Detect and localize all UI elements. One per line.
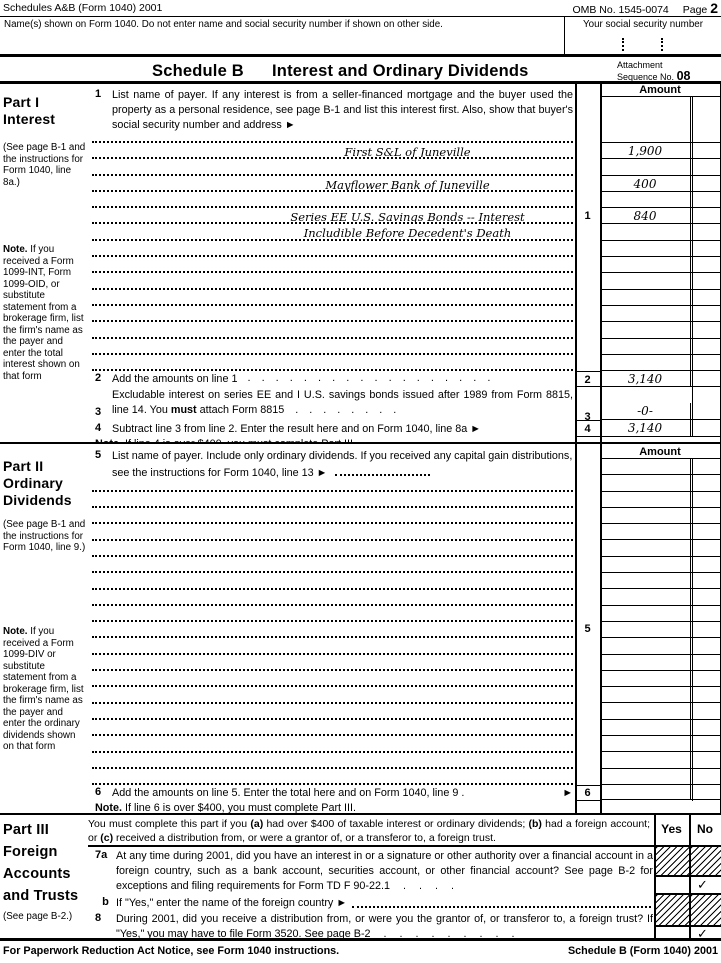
- part2-note: Note. If you received a Form 1099-DIV or substitute statement from a brokerage firm, list the firm's name as the payer and enter the ordinary dividends shown on that form: [3, 626, 84, 752]
- amount-cell[interactable]: [600, 224, 691, 239]
- line1-number: 1: [95, 88, 102, 100]
- payer-line[interactable]: [92, 573, 573, 589]
- line2-row: [95, 372, 573, 387]
- amount-row[interactable]: [600, 703, 720, 719]
- part2-sidebar: [3, 458, 87, 554]
- q8-no-cell[interactable]: [691, 925, 721, 941]
- cents-cell[interactable]: [691, 273, 720, 288]
- name-field[interactable]: [0, 17, 565, 54]
- payer-line[interactable]: [92, 257, 573, 273]
- line2-label: Add the amounts on line 1: [112, 373, 238, 385]
- payer-line[interactable]: [92, 508, 573, 524]
- cents-cell[interactable]: [691, 355, 720, 370]
- amount-row[interactable]: [600, 322, 720, 338]
- part1-amount-header: Amount: [600, 84, 720, 97]
- amount-row[interactable]: [600, 459, 720, 475]
- q7a-no-cell[interactable]: [691, 875, 721, 893]
- name-ssn-band: [0, 17, 721, 57]
- payer-line[interactable]: First S&L of Juneville: [92, 143, 573, 159]
- line6-label: Add the amounts on line 5. Enter the total here and on Form 1040, line 9 .: [112, 787, 465, 799]
- paperwork-notice: For Paperwork Reduction Act Notice, see Form 1040 instructions.: [3, 945, 340, 957]
- part3-see-note: (See page B-2.): [3, 911, 73, 922]
- payer-line[interactable]: [92, 704, 573, 720]
- payer-line[interactable]: [92, 159, 573, 175]
- line6-ref-number: 6: [575, 785, 600, 801]
- divider: [88, 845, 721, 847]
- part2-payer-lines: [92, 476, 573, 786]
- line3-ref-number: 3: [575, 389, 600, 421]
- line3-number: 3: [95, 406, 102, 418]
- amount-row[interactable]: [600, 671, 720, 687]
- cents-cell[interactable]: [691, 785, 720, 800]
- amount-row[interactable]: [600, 687, 720, 703]
- part2-bottom-note: Note. If line 6 is over $400, you must complete Part III.: [95, 802, 357, 814]
- hatched-cell: [691, 895, 721, 926]
- amount-row[interactable]: [600, 508, 720, 524]
- part3-intro: You must complete this part if you (a) had over $400 of taxable interest or ordinary dividends; (b) had a foreign account; or (c) received a distribution from, or were a grantor of, or a transferor to, a foreign trust.: [88, 818, 651, 844]
- payer-line[interactable]: [92, 290, 573, 306]
- line3-row: [95, 388, 573, 418]
- amount-row[interactable]: [600, 540, 720, 556]
- amount-cell[interactable]: [600, 241, 691, 256]
- q7b-row: [95, 896, 653, 911]
- line6-amount-row[interactable]: [600, 785, 720, 801]
- part2-label: Part II: [3, 458, 44, 474]
- part2-amount-header: Amount: [600, 446, 720, 459]
- line4-amount[interactable]: 3,140: [600, 420, 691, 435]
- form-id: Schedules A&B (Form 1040) 2001: [3, 2, 163, 14]
- amount-row[interactable]: [600, 241, 720, 257]
- line4-number: 4: [95, 422, 102, 434]
- form-footer-id: Schedule B (Form 1040) 2001: [567, 945, 718, 957]
- line6-number: 6: [95, 786, 102, 798]
- amount-row[interactable]: [600, 557, 720, 573]
- amount-row[interactable]: [600, 655, 720, 671]
- payer-line[interactable]: [92, 476, 573, 492]
- amount-row[interactable]: [600, 176, 720, 192]
- payer-line[interactable]: [92, 322, 573, 338]
- amount-row[interactable]: [600, 752, 720, 768]
- line5-ref-number: 5: [584, 623, 591, 635]
- amount-row[interactable]: [600, 339, 720, 355]
- payer-line[interactable]: [92, 687, 573, 703]
- line4-ref-number: 4: [575, 422, 600, 437]
- amount-row[interactable]: [600, 622, 720, 638]
- payer-line[interactable]: [92, 355, 573, 371]
- q8-yes-cell[interactable]: [656, 925, 689, 941]
- arrow-icon: ►: [562, 787, 573, 799]
- cents-cell[interactable]: [691, 208, 720, 223]
- cents-cell[interactable]: [691, 143, 720, 158]
- amount-row[interactable]: [600, 159, 720, 175]
- cents-cell[interactable]: [691, 192, 720, 207]
- name-instruction: Name(s) shown on Form 1040. Do not enter name and social security number if shown on other side.: [4, 19, 443, 30]
- part2-title-2: Dividends: [3, 492, 72, 508]
- line2-amount-row[interactable]: [600, 371, 720, 387]
- amount-row[interactable]: [600, 736, 720, 752]
- line6-amount[interactable]: [600, 785, 691, 800]
- amount-cell[interactable]: [600, 159, 691, 174]
- amount-row[interactable]: [600, 306, 720, 322]
- payer-line[interactable]: [92, 590, 573, 606]
- amount-row[interactable]: [600, 638, 720, 654]
- part3-title-3: and Trusts: [3, 888, 79, 904]
- cents-cell[interactable]: [691, 290, 720, 305]
- cents-cell[interactable]: [691, 159, 720, 174]
- amount-cell[interactable]: 400: [600, 176, 691, 191]
- amount-row[interactable]: [600, 589, 720, 605]
- amount-cell[interactable]: [600, 192, 691, 207]
- payer-line[interactable]: [92, 655, 573, 671]
- cents-cell[interactable]: [691, 420, 720, 435]
- payer-line[interactable]: Mayflower Bank of Juneville: [92, 176, 573, 192]
- payer-line[interactable]: [92, 306, 573, 322]
- cents-cell[interactable]: [691, 241, 720, 256]
- line1-ref-number: 1: [584, 210, 591, 222]
- cents-cell[interactable]: [691, 322, 720, 337]
- amount-row[interactable]: [600, 475, 720, 491]
- ssn-divider: [622, 38, 624, 51]
- ssn-divider: [661, 38, 663, 51]
- amount-row[interactable]: [600, 290, 720, 306]
- amount-row[interactable]: [600, 769, 720, 785]
- line4-row: [95, 422, 573, 437]
- line2-number: 2: [95, 372, 102, 384]
- part2-see-note: (See page B-1 and the instructions for Form 1040, line 9.): [3, 519, 86, 553]
- line4-label: Subtract line 3 from line 2. Enter the result here and on Form 1040, line 8a ►: [112, 423, 481, 435]
- part1-amount-column: [600, 97, 720, 437]
- q7a-yes-cell[interactable]: [656, 875, 689, 893]
- title-band: [0, 57, 721, 84]
- amount-cell[interactable]: 1,900: [600, 143, 691, 158]
- amount-cell[interactable]: 840: [600, 208, 691, 223]
- hatched-cell: [656, 847, 689, 875]
- amount-row[interactable]: [600, 573, 720, 589]
- amount-row[interactable]: [600, 720, 720, 736]
- line2-amount[interactable]: 3,140: [600, 371, 691, 386]
- cents-cell[interactable]: [691, 224, 720, 239]
- line6-row: [95, 786, 573, 801]
- part1-section: [0, 84, 721, 444]
- cents-cell[interactable]: [691, 257, 720, 272]
- q8-number: 8: [95, 912, 102, 924]
- hatched-cell: [691, 847, 721, 875]
- payer-line[interactable]: [92, 192, 573, 208]
- part3-label: Part III: [3, 822, 49, 838]
- amount-row[interactable]: [600, 355, 720, 371]
- checkmark-icon: ✓: [697, 926, 708, 941]
- payer-line[interactable]: [92, 606, 573, 622]
- payer-line[interactable]: [92, 136, 573, 143]
- q7a-text: At any time during 2001, did you have an interest in or a signature or other authority over a financial account in a foreign country, such as a bank account, securities account, or other financial account? See page B-2 for exceptions and filing requirements for Form TD F 90-22.1 . . . .: [116, 850, 653, 892]
- payer-line[interactable]: [92, 557, 573, 573]
- part1-see-note: (See page B-1 and the instructions for Form 1040, line 8a.): [3, 142, 86, 188]
- payer-line[interactable]: [92, 524, 573, 540]
- page-number: 2: [710, 0, 718, 16]
- line3-amount-row[interactable]: [600, 387, 720, 420]
- ssn-field[interactable]: [565, 17, 721, 54]
- part1-note: Note. If you received a Form 1099-INT, Form 1099-OID, or substitute statement from a brokerage firm, list the firm's name as the payer and enter the total interest shown on that form: [3, 244, 84, 382]
- amount-row[interactable]: [600, 492, 720, 508]
- cents-cell[interactable]: [691, 306, 720, 321]
- payer-line[interactable]: [92, 541, 573, 557]
- page-label: Page: [682, 4, 708, 16]
- part3-section: [0, 815, 721, 941]
- line5-number: 5: [95, 449, 102, 461]
- no-column-header: No: [697, 822, 713, 836]
- amount-cell[interactable]: [600, 273, 691, 288]
- amount-row[interactable]: [600, 257, 720, 273]
- top-bar: [0, 0, 721, 17]
- part1-title: Interest: [3, 111, 56, 127]
- part1-payer-lines: [92, 143, 573, 371]
- cents-cell[interactable]: [691, 339, 720, 354]
- amount-row[interactable]: [600, 606, 720, 622]
- dot-leaders: . . . . . . . . . . . . . . . . . .: [247, 372, 491, 384]
- yes-column-header: Yes: [661, 822, 682, 836]
- footer: [0, 941, 721, 963]
- attachment-note: Attachment Sequence No. 08: [617, 60, 691, 83]
- line3-amount[interactable]: -0-: [600, 403, 691, 419]
- ssn-label: Your social security number: [583, 19, 703, 30]
- part1-sidebar: [3, 94, 87, 188]
- part2-amount-column: [600, 459, 720, 800]
- foreign-country-line[interactable]: [352, 896, 651, 908]
- amount-row[interactable]: [600, 208, 720, 224]
- payer-line[interactable]: [92, 273, 573, 289]
- attachment-sequence-number: 08: [676, 68, 691, 83]
- payer-line[interactable]: [92, 241, 573, 257]
- part2-section: [0, 444, 721, 815]
- payer-line[interactable]: [92, 720, 573, 736]
- amount-row[interactable]: [600, 143, 720, 159]
- line4-amount-row[interactable]: [600, 420, 720, 436]
- checkmark-icon: ✓: [697, 877, 708, 892]
- amount-row[interactable]: [600, 192, 720, 208]
- part3-title-1: Foreign: [3, 844, 58, 860]
- schedule-label: Schedule B: [152, 62, 244, 80]
- amount-cell[interactable]: [600, 355, 691, 370]
- part1-label: Part I: [3, 94, 40, 110]
- page-title: Interest and Ordinary Dividends: [272, 62, 529, 80]
- line1-instruction: List name of payer. If any interest is from a seller-financed mortgage and the buyer used the property as a personal residence, see page B-1 and list this interest first. Also, show that buyer's social security number and address ►: [112, 89, 573, 131]
- payer-line[interactable]: [92, 736, 573, 752]
- cents-cell[interactable]: [691, 176, 720, 191]
- payer-line[interactable]: [92, 622, 573, 638]
- amount-row[interactable]: [600, 224, 720, 240]
- payer-line[interactable]: [92, 339, 573, 355]
- amount-row[interactable]: [600, 273, 720, 289]
- amount-cell[interactable]: [600, 306, 691, 321]
- part3-sidebar: [3, 819, 87, 923]
- part2-title-1: Ordinary: [3, 475, 63, 491]
- line5-instruction: List name of payer. Include only ordinary dividends. If you received any capital gain distributions, see the instructions for Form 1040, line 13 ►: [112, 450, 573, 479]
- q8-row: [95, 912, 653, 942]
- amount-row[interactable]: [600, 524, 720, 540]
- amount-cell[interactable]: [600, 290, 691, 305]
- cents-cell[interactable]: [691, 371, 720, 386]
- q8-text: During 2001, did you receive a distribution from, or were you the grantor of, or transferor to, a foreign trust? If "Yes," you may have to file Form 3520. See page B-2 . . . . . . . . .: [116, 913, 653, 940]
- line3-label: Excludable interest on series EE and I U.S. savings bonds issued after 1989 from Form 8815, line 14. You must attach Form 8815 . . . . . . . .: [112, 389, 573, 416]
- hatched-cell: [656, 895, 689, 926]
- payer-line[interactable]: [92, 671, 573, 687]
- line2-ref-number: 2: [575, 371, 600, 387]
- payer-line[interactable]: [92, 769, 573, 785]
- payer-line[interactable]: [92, 638, 573, 654]
- amount-cell[interactable]: [600, 322, 691, 337]
- line1-row: [95, 88, 573, 133]
- payer-line[interactable]: Includible Before Decedent's Death: [92, 224, 573, 240]
- amount-cell[interactable]: [600, 257, 691, 272]
- omb-number: OMB No. 1545-0074: [572, 4, 669, 16]
- payer-line[interactable]: [92, 492, 573, 508]
- q7a-number: 7a: [95, 849, 108, 861]
- amount-cell[interactable]: [600, 339, 691, 354]
- payer-line[interactable]: [92, 753, 573, 769]
- payer-line[interactable]: Series EE U.S. Savings Bonds -- Interest: [92, 208, 573, 224]
- q7b-text: If "Yes," enter the name of the foreign country ►: [116, 897, 348, 909]
- amount-row[interactable]: [600, 97, 720, 143]
- payer-line[interactable]: [335, 464, 430, 476]
- part3-title-2: Accounts: [3, 866, 71, 882]
- q7a-row: [95, 849, 653, 894]
- q7b-number: b: [102, 896, 109, 908]
